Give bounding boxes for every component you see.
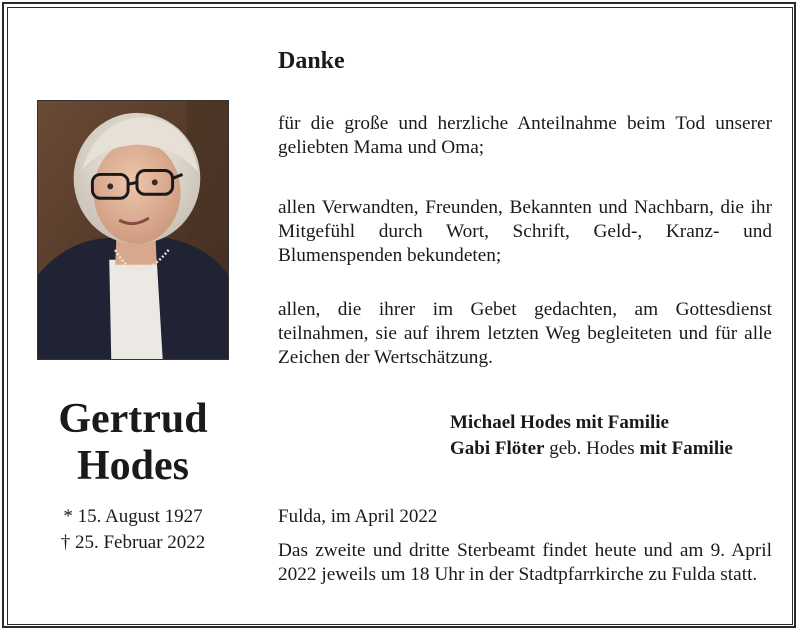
signature-line-1: [450, 410, 669, 436]
signature-line-2: [450, 436, 733, 462]
deceased-last-name: Hodes: [76, 443, 189, 489]
deceased-first-name: Gertrud: [58, 396, 208, 442]
thanks-paragraph-condolences: für die große und herzliche Anteilnahme beim Tod unserer geliebten Mama und Oma;: [278, 113, 772, 158]
signature-gabi-maiden: geb. Hodes: [544, 438, 640, 459]
place-date: Fulda, im April 2022: [278, 506, 438, 527]
signature-gabi-family: mit Familie: [639, 438, 733, 459]
thanks-paragraph-relatives: allen Verwandten, Freunden, Bekannten und Nachbarn, die ihr Mitgefühl durch Wort, Schrift, Geld-, Kranz- und Blumenspenden bekundeten;: [278, 197, 772, 266]
birth-date: * 15. August 1927: [63, 506, 203, 527]
notice-title: Danke: [278, 48, 345, 74]
portrait-photo: [37, 100, 229, 360]
service-note: Das zweite und dritte Sterbeamt findet heute und am 9. April 2022 jeweils um 18 Uhr in der Stadtpfarrkirche zu Fulda statt.: [278, 540, 772, 585]
signature-michael: Michael Hodes mit Familie: [450, 412, 669, 433]
signature-gabi-name: Gabi Flöter: [450, 438, 545, 459]
portrait-illustration: [38, 101, 228, 359]
death-date: † 25. Februar 2022: [60, 532, 206, 553]
thanks-paragraph-prayers: allen, die ihrer im Gebet gedachten, am Gottesdienst teilnahmen, sie auf ihrem letzten Weg begleiteten und für alle Zeichen der Wertschätzung.: [278, 299, 772, 368]
